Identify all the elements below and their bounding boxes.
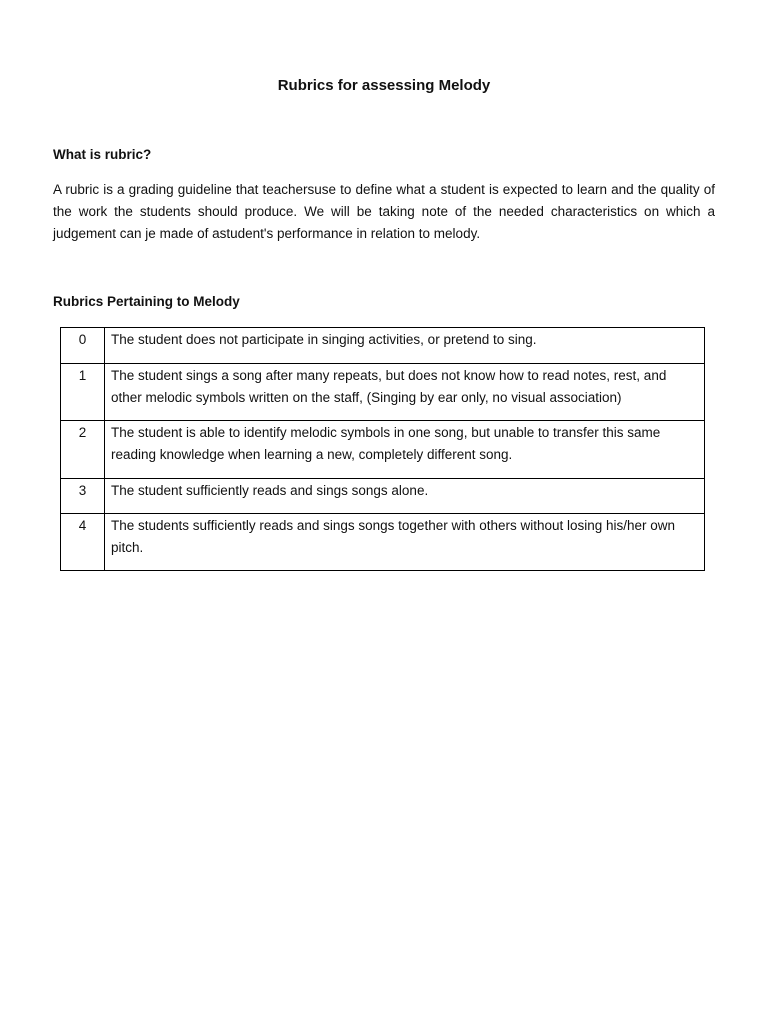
table-row xyxy=(61,514,705,571)
document-title: Rubrics for assessing Melody xyxy=(277,77,491,94)
rubric-score: 1 xyxy=(61,364,105,421)
section-heading-what-is-rubric: What is rubric? xyxy=(53,147,152,162)
rubric-score: 0 xyxy=(61,328,105,364)
table-row xyxy=(61,328,705,364)
rubric-description: The student sufficiently reads and sings songs alone. xyxy=(105,479,705,514)
table-row xyxy=(61,421,705,479)
rubric-score: 3 xyxy=(61,479,105,514)
rubric-description: The students sufficiently reads and sings songs together with others without losing his/her own pitch. xyxy=(105,514,705,571)
rubric-description: The student does not participate in singing activities, or pretend to sing. xyxy=(105,328,705,364)
melody-rubric-table xyxy=(60,327,705,571)
rubric-score: 4 xyxy=(61,514,105,571)
rubric-definition-paragraph: A rubric is a grading guideline that teachersuse to define what a student is expected to learn and the quality of the work the students should produce. We will be taking note of the needed characteristics on which a judgement can je made of astudent's performance in relation to melody. xyxy=(53,182,715,241)
rubric-description: The student sings a song after many repeats, but does not know how to read notes, rest, and other melodic symbols written on the staff, (Singing by ear only, no visual association) xyxy=(105,364,705,421)
section-heading-rubrics-pertaining: Rubrics Pertaining to Melody xyxy=(53,294,240,309)
rubric-score: 2 xyxy=(61,421,105,479)
table-row xyxy=(61,364,705,421)
table-row xyxy=(61,479,705,514)
rubric-description: The student is able to identify melodic symbols in one song, but unable to transfer this same reading knowledge when learning a new, completely different song. xyxy=(105,421,705,479)
